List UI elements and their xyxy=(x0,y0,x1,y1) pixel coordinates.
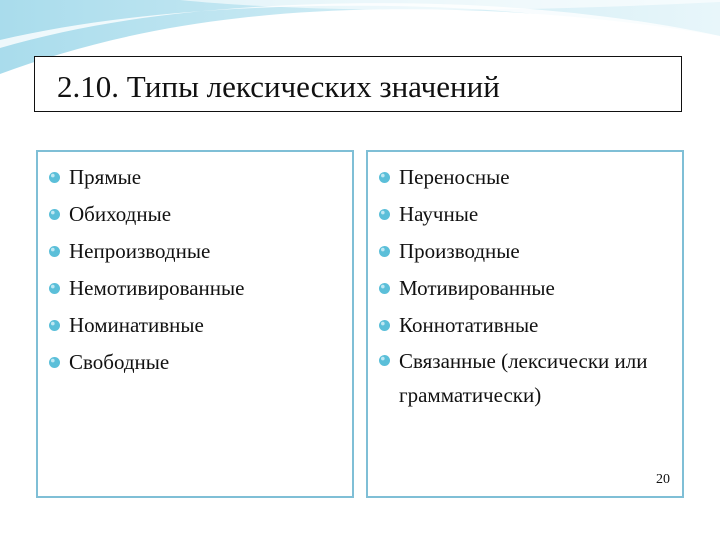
bullet-circle-icon xyxy=(48,171,61,184)
bullet-circle-icon xyxy=(378,282,391,295)
right-item-label: Мотивированные xyxy=(399,276,555,300)
bullet-circle-icon xyxy=(48,208,61,221)
right-list-item xyxy=(378,159,678,196)
right-item-label: Коннотативные xyxy=(399,313,539,337)
left-item-label: Свободные xyxy=(69,350,170,374)
left-list-item xyxy=(48,159,348,196)
left-item-label: Немотивированные xyxy=(69,276,245,300)
left-list-item xyxy=(48,233,348,270)
left-list-item xyxy=(48,307,348,344)
right-list-item xyxy=(378,270,678,307)
left-list-item xyxy=(48,196,348,233)
right-item-label: Переносные xyxy=(399,165,510,189)
left-item-label: Обиходные xyxy=(69,202,172,226)
bullet-circle-icon xyxy=(378,171,391,184)
left-item-label: Непроизводные xyxy=(69,239,211,263)
right-item-label: Производные xyxy=(399,239,520,263)
right-list xyxy=(378,159,678,412)
title-box xyxy=(34,56,682,112)
right-item-label: Связанные (лексически или грамматически) xyxy=(399,349,648,407)
left-item-label: Номинативные xyxy=(69,313,204,337)
right-column-box xyxy=(366,150,684,498)
left-list-item xyxy=(48,344,348,381)
right-list-item xyxy=(378,307,678,344)
right-list-item xyxy=(378,344,678,412)
bullet-circle-icon xyxy=(48,282,61,295)
right-item-label: Научные xyxy=(399,202,479,226)
bullet-circle-icon xyxy=(378,319,391,332)
bullet-circle-icon xyxy=(48,319,61,332)
left-column-box xyxy=(36,150,354,498)
page-number: 20 xyxy=(656,472,670,487)
left-list-item xyxy=(48,270,348,307)
bullet-circle-icon xyxy=(48,356,61,369)
left-item-label: Прямые xyxy=(69,165,142,189)
bullet-circle-icon xyxy=(378,354,391,367)
slide-title: 2.10. Типы лексических значений xyxy=(57,69,500,104)
bullet-circle-icon xyxy=(378,208,391,221)
right-list-item xyxy=(378,196,678,233)
left-list xyxy=(48,159,348,381)
bullet-circle-icon xyxy=(48,245,61,258)
bullet-circle-icon xyxy=(378,245,391,258)
right-list-item xyxy=(378,233,678,270)
